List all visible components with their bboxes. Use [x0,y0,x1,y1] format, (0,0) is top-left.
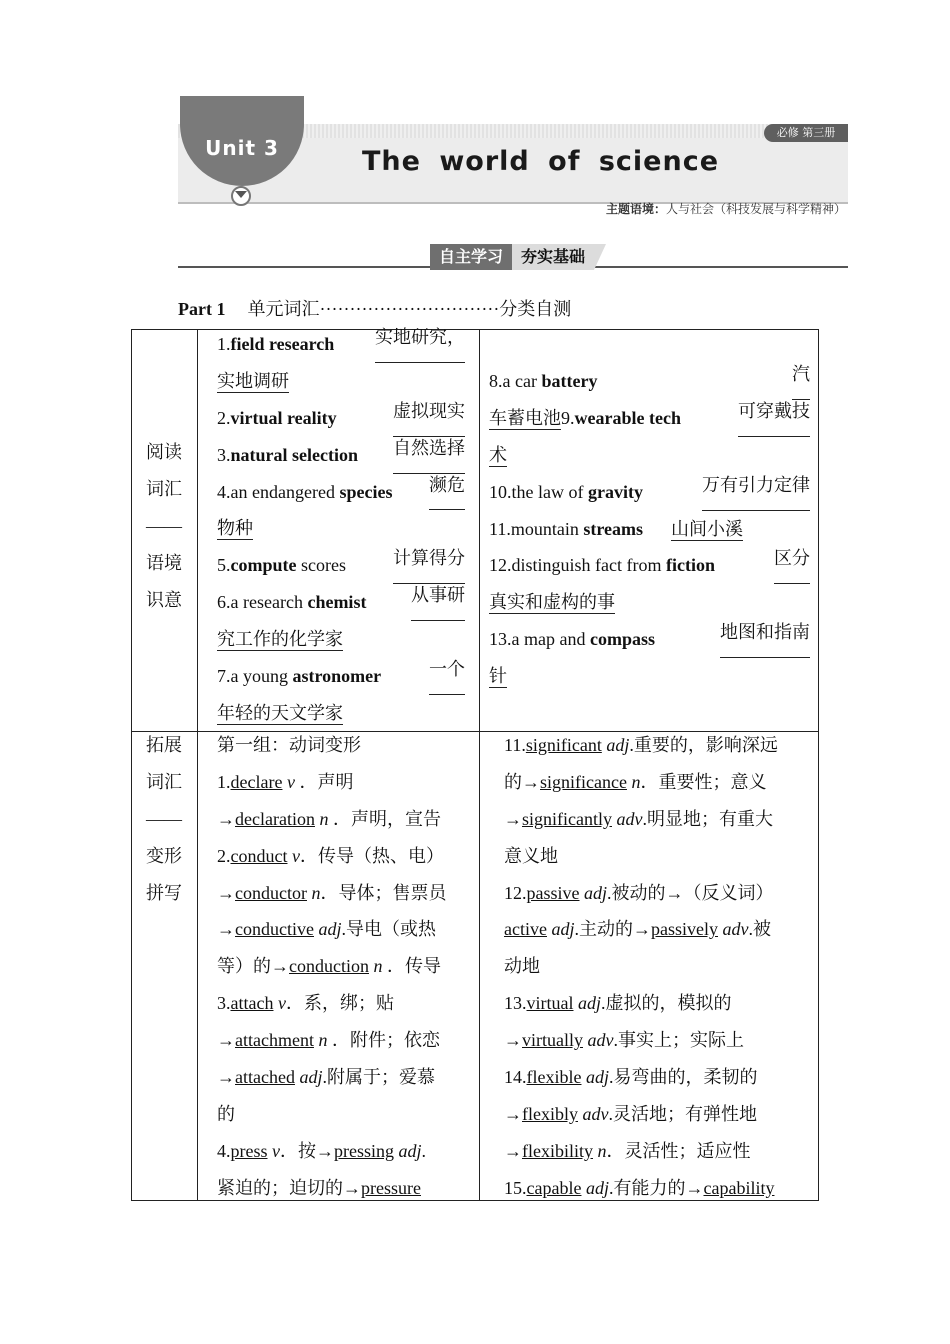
list-item: 物种 [217,518,253,539]
list-item: 2.conduct v．传导（热、电） [217,845,444,866]
category-line: 拼写 [146,882,182,903]
list-item: 12.passive adj.被动的→（反义词） [504,882,774,903]
list-item: 6.a research chemist 从事研 [217,584,465,621]
vocab-left-cell [217,326,465,732]
list-item: 12.distinguish fact from fiction 区分 [489,547,810,584]
category-line: —— [146,515,182,536]
table-col-divider-2 [479,329,480,1201]
forms-left-cell [217,727,465,1207]
category-line: 拓展 [146,735,182,755]
table-border-right [818,329,819,1201]
list-item: →conductive adj.导电（或热 [217,919,436,940]
group-title: 第一组：动词变形 [217,735,361,755]
category-line: 变形 [146,845,182,866]
list-item: 13.a map and compass 地图和指南 [489,621,810,658]
theme-label: 主题语境： [605,202,666,216]
unit-label: Unit 3 [205,136,279,160]
book-tag: 必修 第三册 [764,124,848,142]
list-item: 1.declare v ．声明 [217,771,354,792]
list-item: →attachment n ．附件；依恋 [217,1030,440,1051]
list-item: 10.the law of gravity 万有引力定律 [489,474,810,511]
list-item: 1.field research 实地研究， [217,326,465,363]
category-line: 词汇 [146,478,182,499]
part-label: Part 1 [178,299,226,319]
page-title: The world of science [362,146,720,177]
section-label-left: 自主学习 [430,244,512,270]
category-expansion [132,727,196,912]
list-item: 13.virtual adj.虚拟的，模拟的 [504,993,732,1014]
list-item: 2.virtual reality 虚拟现实 [217,400,465,437]
theme-line [606,200,846,217]
vocab-right-cell [489,363,810,695]
list-item: →conductor n．导体；售票员 [217,882,447,903]
category-reading [132,434,196,619]
theme-text: 人与社会（科技发展与科学精神） [665,202,846,216]
category-line: 词汇 [146,771,182,792]
list-item: 3.attach v．系，绑；贴 [217,993,394,1014]
category-line: 识意 [146,589,182,610]
list-item: 的 [217,1103,235,1124]
list-item: 4.an endangered species 濒危 [217,474,465,511]
list-item: 年轻的天文学家 [217,702,343,723]
list-item: 11.mountain streams 山间小溪 [489,518,743,539]
list-item: →flexibly adv.灵活地；有弹性地 [504,1103,757,1124]
category-line: 阅读 [146,442,182,462]
category-line: 语境 [146,552,182,573]
list-item: →flexibility n．灵活性；适应性 [504,1140,751,1161]
list-item: 5.compute scores 计算得分 [217,547,465,584]
list-item: 究工作的化学家 [217,629,343,650]
list-item: 真实和虚构的事 [489,592,615,613]
part-title: 单元词汇······························分类自测 [247,299,572,319]
list-item: →significantly adv.明显地；有重大 [504,808,773,829]
list-item: 7.a young astronomer 一个 [217,658,465,695]
list-item: →attached adj.附属于；爱慕 [217,1067,435,1088]
list-item: 4.press v．按→pressing adj. [217,1140,427,1161]
category-line: —— [146,808,182,829]
vocab-table [131,329,819,1201]
ribbon-tail [594,244,606,270]
list-item: 8.a car battery 汽 [489,363,810,400]
list-item: 针 [489,666,507,687]
list-item: 实地调研 [217,370,289,391]
list-item: 意义地 [504,845,558,866]
list-item: 15.capable adj.有能力的→capability [504,1177,775,1198]
part-heading [178,295,571,321]
forms-right-cell [504,727,812,1207]
list-item: 术 [489,444,507,465]
section-label-right: 夯实基础 [512,244,594,270]
list-item: 的→significance n．重要性；意义 [504,771,767,792]
list-item: 紧迫的；迫切的→pressure [217,1177,421,1198]
list-item: 车蓄电池9.wearable tech 可穿戴技 [489,400,810,437]
list-item: active adj.主动的→passively adv.被 [504,919,771,940]
list-item: →declaration n ．声明，宣告 [217,808,441,829]
table-col-divider-1 [197,329,198,1201]
chevron-down-icon [235,191,247,198]
list-item: →virtually adv.事实上；实际上 [504,1030,744,1051]
list-item: 3.natural selection 自然选择 [217,437,465,474]
list-item: 等）的→conduction n ．传导 [217,956,441,977]
list-item: 动地 [504,956,540,977]
list-item: 11.significant adj.重要的，影响深远 [504,735,778,755]
list-item: 14.flexible adj.易弯曲的，柔韧的 [504,1067,758,1088]
